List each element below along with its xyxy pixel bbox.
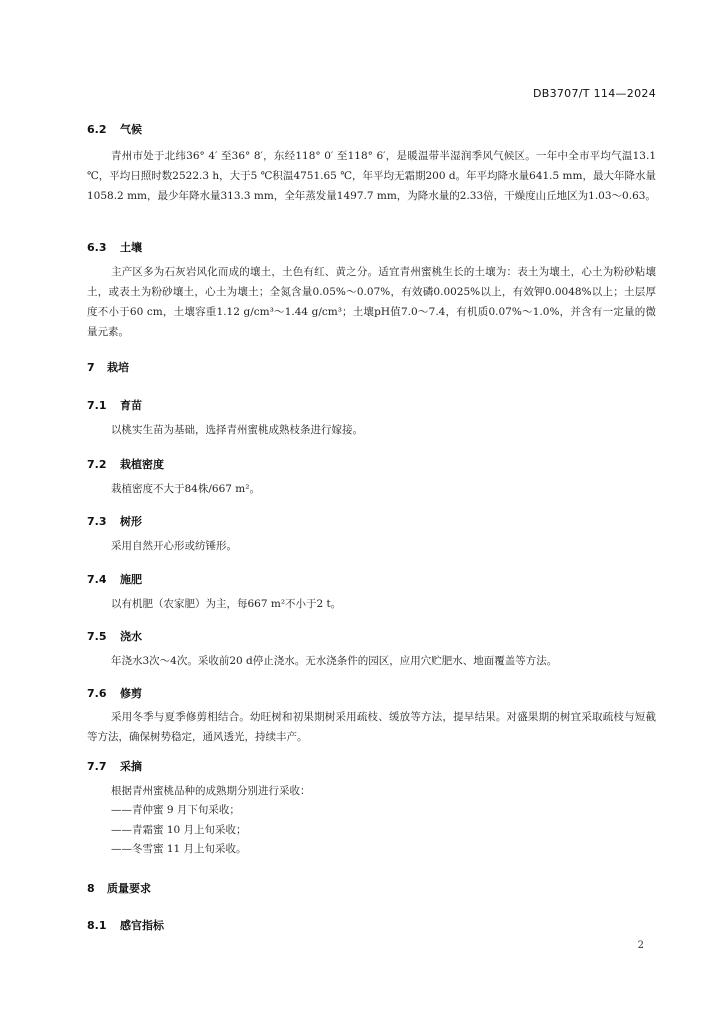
heading-title: 质量要求 [107,882,151,895]
heading-number: 7.2 [87,458,107,471]
heading-title: 施肥 [120,573,142,586]
text-harvest-intro: 根据青州蜜桃品种的成熟期分别进行采收： [111,785,311,797]
heading-number: 7 [87,361,95,374]
heading-7-1 [87,397,142,413]
heading-title: 育苗 [120,399,142,412]
heading-7-3 [87,513,142,529]
heading-6-3 [87,239,142,255]
heading-title: 栽植密度 [120,458,164,471]
text-fertilizing: 以有机肥（农家肥）为主，每667 m²不小于2 t。 [111,598,342,610]
heading-7-6 [87,685,142,701]
heading-8 [87,880,151,896]
heading-title: 修剪 [120,687,142,700]
list-item: ——冬雪蜜 11 月上旬采收。 [111,843,247,855]
heading-number: 8.1 [87,919,107,932]
document-code: DB3707/T 114—2024 [532,87,656,100]
heading-number: 7.3 [87,515,107,528]
text-watering: 年浇水3次～4次。采收前20 d停止浇水。无水浇条件的园区，应用穴贮肥水、地面覆盖等方法。 [111,655,558,667]
text-tree-shape: 采用自然开心形或纺锤形。 [111,540,237,552]
heading-7-7 [87,758,142,774]
heading-title: 感官指标 [120,919,164,932]
heading-number: 7.7 [87,760,107,773]
heading-title: 气候 [120,123,142,136]
heading-number: 8 [87,882,95,895]
heading-8-1 [87,917,164,933]
heading-number: 6.3 [87,241,107,254]
heading-number: 7.5 [87,630,107,643]
heading-number: 6.2 [87,123,107,136]
paragraph-climate: 青州市处于北纬36° 4′ 至36° 8′，东经118° 0′ 至118° 6′，是暖温带半湿润季风气候区。一年中全市平均气温13.1 ℃，平均日照时数2522.3 h，大于5 ℃积温4751.65 ℃，年平均无霜期200 d。年平均降水量641.5 mm，最大年降水量1058.2 mm，最少年降水量313.3 mm，全年蒸发量1497.7 mm，为降水量的2.33倍，干燥度山丘地区为1.03～0.63。 [87,150,656,202]
page-number: 2 [637,940,644,951]
list-item: ——青霜蜜 10 月上旬采收； [111,824,247,836]
heading-number: 7.1 [87,399,107,412]
paragraph-pruning: 采用冬季与夏季修剪相结合。幼旺树和初果期树采用疏枝、缓放等方法，提早结果。对盛果期的树宜采取疏枝与短截等方法，确保树势稳定，通风透光，持续丰产。 [87,711,656,743]
heading-title: 栽培 [107,361,129,374]
heading-7-2 [87,456,164,472]
heading-7 [87,359,129,375]
text-seedling: 以桃实生苗为基础，选择青州蜜桃成熟枝条进行嫁接。 [111,424,363,436]
heading-6-2 [87,121,142,137]
paragraph-soil: 主产区多为石灰岩风化而成的壤土，土色有红、黄之分。适宜青州蜜桃生长的土壤为：表土为壤土，心土为粉砂粘壤土，或表土为粉砂壤土，心土为壤土；全氮含量0.05%～0.07%，有效磷0.0025%以上，有效钾0.0048%以上；土层厚度不小于60 cm，土壤容重1.12 g/cm³～1.44 g/cm³；土壤pH值7.0～7.4，有机质0.07%～1.0%，并含有一定量的微量元素。 [87,266,656,338]
heading-title: 采摘 [120,760,142,773]
heading-title: 树形 [120,515,142,528]
text-density: 栽植密度不大于84株/667 m²。 [111,483,260,495]
heading-number: 7.6 [87,687,107,700]
heading-title: 浇水 [120,630,142,643]
list-item: ——青仲蜜 9 月下旬采收； [111,804,240,816]
heading-7-4 [87,571,142,587]
heading-number: 7.4 [87,573,107,586]
heading-7-5 [87,628,142,644]
heading-title: 土壤 [120,241,142,254]
